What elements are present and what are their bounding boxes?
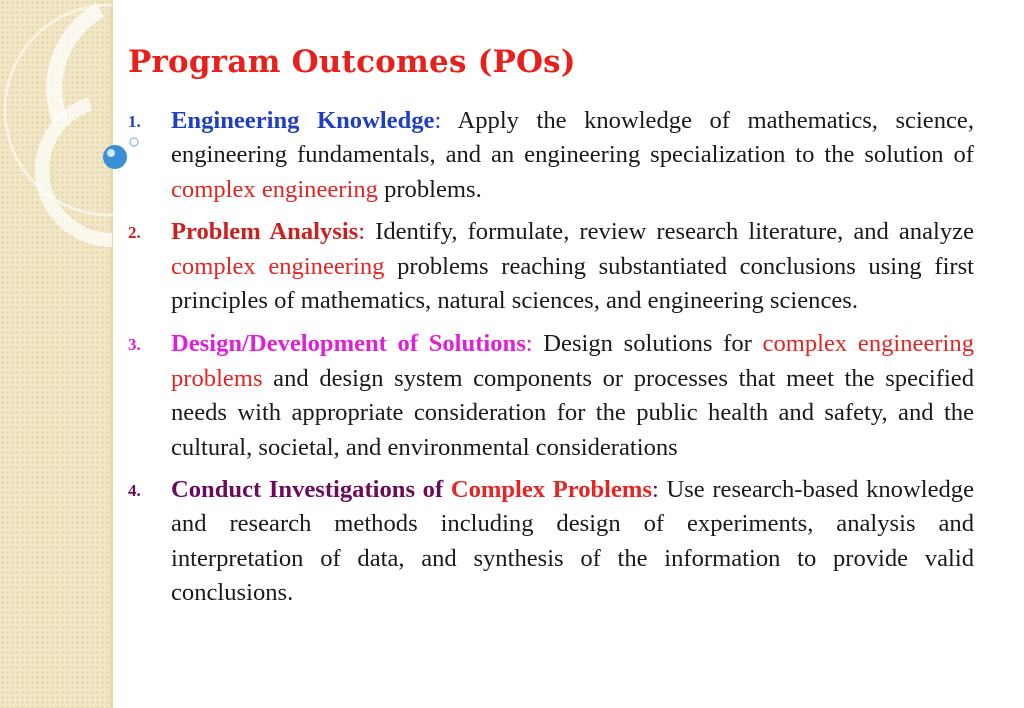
outcome-highlight: complex engineering [171,252,385,280]
outcome-number: 2. [128,223,141,243]
outcome-highlight: complex engineering [171,175,378,203]
outcome-description: Design solutions for [532,330,763,358]
blue-bubble-icon [103,145,127,169]
outcome-description-end: problems reaching substantiated conclusions using first principles of mathematics, natural sciences, and engineering sciences. [171,252,975,315]
outcome-term: Engineering Knowledge [171,107,435,134]
outcome-text [171,104,974,207]
outcome-term: Conduct Investigations of [171,476,451,504]
outcome-number: 1. [128,112,141,131]
outcome-text [171,215,974,318]
outcome-description: Identify, formulate, review research literature, and analyze [365,218,974,246]
outcome-text [171,473,974,611]
outcome-item-4 [128,473,974,611]
outcome-separator: : [358,218,366,246]
outcomes-list [128,104,974,611]
outcome-description: Use research-based knowledge and research methods including design of experiments, analysis and interpretation of data, and synthesis of the information to provide valid conclusions. [171,476,974,607]
outcome-term: Design/Development of Solutions [171,330,526,358]
outcome-separator: : [434,107,442,134]
outcome-item-3 [128,327,974,465]
outcome-description: Apply the knowledge of mathematics, science, engineering fundamentals, and an engineering specialization to the solution of [171,107,974,169]
outcome-number: 4. [128,481,141,501]
outcome-highlight: complex engineering problems [171,330,974,392]
outcome-term: Problem Analysis [171,218,359,246]
slide-content [128,0,978,708]
outcome-item-1 [128,104,974,207]
slide-title: Program Outcomes (POs) [128,44,576,80]
outcome-text [171,327,974,465]
outcome-description-end: and design system components or processes that meet the specified needs with appropriate consideration for the public health and safety, and the cultural, societal, and environmental considerations [171,364,974,461]
outcome-item-2 [128,215,974,318]
outcome-term-highlight: Complex Problems [450,476,652,504]
outcome-description-end: problems. [377,175,482,203]
outcome-separator: : [525,330,533,358]
outcome-separator: : [652,476,659,504]
outcome-number: 3. [128,335,141,355]
